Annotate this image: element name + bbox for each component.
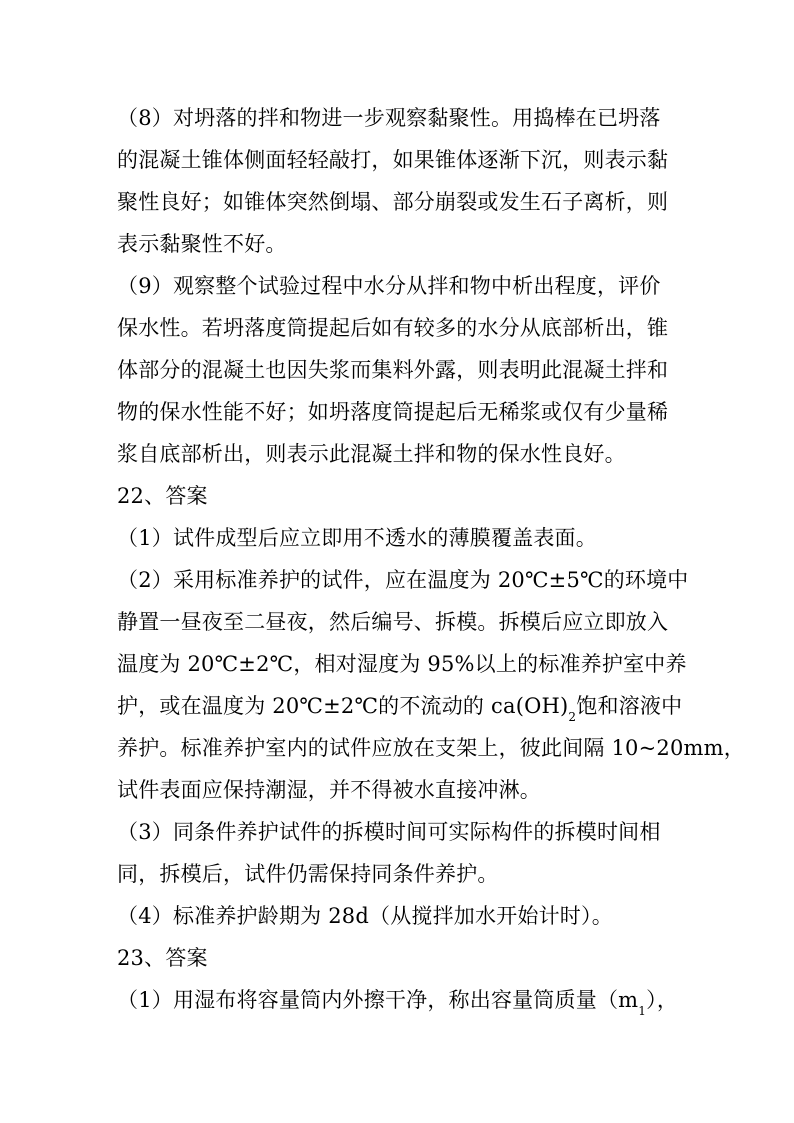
text-line: 表示黏聚性不好。	[117, 232, 287, 256]
text-line	[117, 986, 679, 1019]
text-line: （8）对坍落的拌和物进一步观察黏聚性。用捣棒在已坍落	[117, 106, 661, 130]
text-segment: ），	[646, 988, 679, 1012]
text-line	[117, 692, 683, 725]
text-line: （1）试件成型后应立即用不透水的薄膜覆盖表面。	[117, 526, 597, 550]
text-line: 物的保水性能不好；如坍落度筒提起后无稀浆或仅有少量稀	[117, 400, 669, 424]
section-heading: 22、答案	[117, 484, 208, 508]
text-line: （2）采用标准养护的试件，应在温度为 20℃±5℃的环境中	[117, 568, 689, 592]
text-segment: 护，或在温度为 20℃±2℃的不流动的 ca(OH)	[117, 694, 569, 718]
text-segment: 饱和溶液中	[576, 694, 683, 718]
text-line: 保水性。若坍落度筒提起后如有较多的水分从底部析出，锥	[117, 316, 669, 340]
text-line: 浆自底部析出，则表示此混凝土拌和物的保水性良好。	[117, 442, 626, 466]
subscript: 2	[568, 710, 577, 725]
text-line: 温度为 20℃±2℃，相对湿度为 95%以上的标准养护室中养	[117, 652, 687, 676]
text-line: 同，拆模后，试件仍需保持同条件养护。	[117, 862, 499, 886]
text-line: （4）标准养护龄期为 28d（从搅拌加水开始计时）。	[117, 904, 613, 928]
text-line: 养护。标准养护室内的试件应放在支架上，彼此间隔 10~20mm，	[117, 736, 745, 760]
section-heading: 23、答案	[117, 946, 208, 970]
text-line: 静置一昼夜至二昼夜，然后编号、拆模。拆模后应立即放入	[117, 610, 669, 634]
text-line: 聚性良好；如锥体突然倒塌、部分崩裂或发生石子离析，则	[117, 190, 669, 214]
text-segment: （1）用湿布将容量筒内外擦干净，称出容量筒质量（m	[117, 988, 639, 1012]
text-line: （3）同条件养护试件的拆模时间可实际构件的拆模时间相	[117, 820, 661, 844]
text-line: 体部分的混凝土也因失浆而集料外露，则表明此混凝土拌和	[117, 358, 669, 382]
text-line: （9）观察整个试验过程中水分从拌和物中析出程度，评价	[117, 274, 661, 298]
subscript: 1	[638, 1004, 647, 1019]
text-line: 试件表面应保持潮湿，并不得被水直接冲淋。	[117, 778, 541, 802]
text-line: 的混凝土锥体侧面轻轻敲打，如果锥体逐渐下沉，则表示黏	[117, 148, 669, 172]
